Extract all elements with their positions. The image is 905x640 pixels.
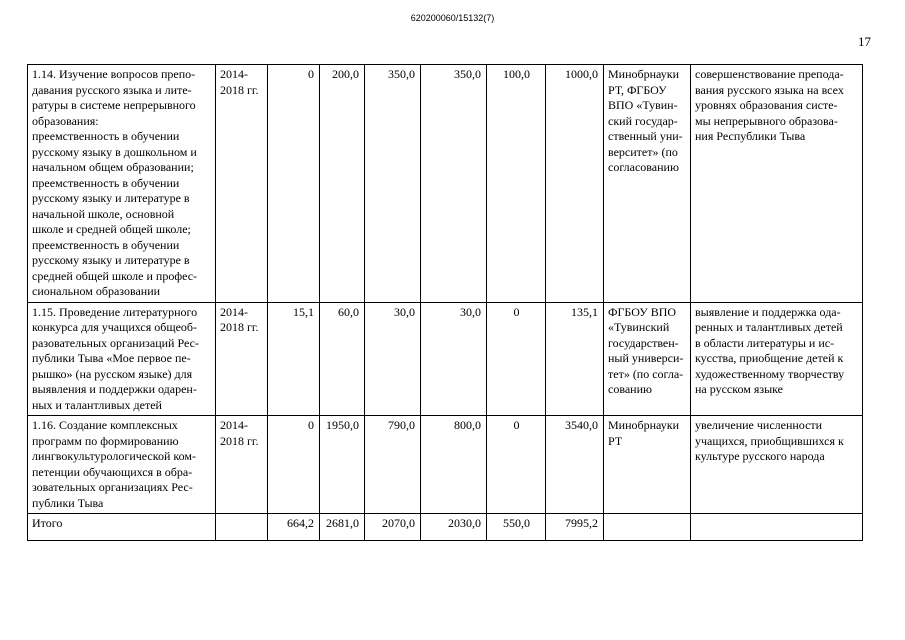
activity-name-cell-line: русскому языку в дошкольном и bbox=[32, 144, 197, 159]
funding-2017: 350,0 bbox=[421, 65, 487, 303]
funding-2018: 0 bbox=[487, 416, 546, 514]
activity-name-cell-line: разовательных организаций Рес- bbox=[32, 335, 199, 350]
activity-name-cell bbox=[28, 65, 216, 303]
years-cell bbox=[216, 302, 268, 416]
total-row bbox=[28, 514, 863, 541]
funding-2016: 790,0 bbox=[365, 416, 421, 514]
activity-name-cell-line: лингвокультурологической ком- bbox=[32, 449, 196, 463]
total-funding-2018: 550,0 bbox=[487, 514, 546, 541]
executor-cell-line: Минобрнауки bbox=[608, 418, 680, 432]
executor-cell-line: тет» (по согла- bbox=[608, 366, 684, 381]
executor-cell-line: ВПО «Тувин- bbox=[608, 98, 678, 112]
years-cell-line: 2018 гг. bbox=[220, 433, 259, 448]
funding-2016: 350,0 bbox=[365, 65, 421, 303]
activity-name-cell-line: публики Тыва bbox=[32, 495, 104, 510]
executor-cell-line: верситет» (по bbox=[608, 144, 678, 159]
empty-cell bbox=[216, 514, 268, 541]
years-cell-line: 2018 гг. bbox=[220, 82, 259, 97]
result-cell-line: уровнях образования систе- bbox=[695, 98, 838, 112]
activity-name-cell-line: русскому языку и литературе в bbox=[32, 253, 190, 267]
activity-name-cell bbox=[28, 416, 216, 514]
total-funding-2016: 2070,0 bbox=[365, 514, 421, 541]
result-cell-line: совершенствование препода- bbox=[695, 67, 844, 81]
empty-cell bbox=[604, 514, 691, 541]
executor-cell-line: «Тувинский bbox=[608, 320, 670, 334]
funding-2014: 0 bbox=[268, 65, 320, 303]
activity-name-cell-line: начальной школе, основной bbox=[32, 206, 175, 221]
document-id: 620200060/15132(7) bbox=[410, 13, 495, 23]
result-cell-line: учащихся, приобщившихся к bbox=[695, 433, 844, 448]
funding-2016: 30,0 bbox=[365, 302, 421, 416]
activity-name-cell-line: преемственность в обучении bbox=[32, 237, 180, 252]
activity-name-cell-line: школе и средней общей школе; bbox=[32, 222, 191, 236]
funding-total: 3540,0 bbox=[546, 416, 604, 514]
executor-cell-line: согласованию bbox=[608, 160, 679, 174]
funding-2015: 60,0 bbox=[320, 302, 365, 416]
total-funding-2015: 2681,0 bbox=[320, 514, 365, 541]
empty-cell bbox=[691, 514, 863, 541]
executor-cell-line: Минобрнауки bbox=[608, 67, 680, 81]
activity-name-cell-line: рышко» (на русском языке) для bbox=[32, 366, 193, 381]
years-cell-line: 2018 гг. bbox=[220, 320, 259, 334]
funding-2014: 15,1 bbox=[268, 302, 320, 416]
activity-name-cell-line: преемственность в обучении bbox=[32, 129, 180, 143]
funding-2017: 800,0 bbox=[421, 416, 487, 514]
funding-2014: 0 bbox=[268, 416, 320, 514]
result-cell bbox=[691, 302, 863, 416]
program-table bbox=[27, 64, 863, 541]
activity-name-cell-line: программ по формированию bbox=[32, 433, 179, 448]
executor-cell-line: сованию bbox=[608, 382, 652, 396]
funding-2018: 100,0 bbox=[487, 65, 546, 303]
result-cell-line: в области литературы и ис- bbox=[695, 335, 835, 350]
activity-name-cell bbox=[28, 302, 216, 416]
funding-total: 1000,0 bbox=[546, 65, 604, 303]
total-funding-total: 7995,2 bbox=[546, 514, 604, 541]
table-body bbox=[28, 65, 863, 541]
executor-cell-line: государствен- bbox=[608, 335, 679, 350]
executor-cell-line: ФГБОУ ВПО bbox=[608, 304, 677, 319]
result-cell-line: мы непрерывного образова- bbox=[695, 113, 838, 128]
result-cell-line: культуре русского народа bbox=[695, 449, 825, 463]
years-cell-line: 2014- bbox=[220, 418, 248, 432]
result-cell-line: кусства, приобщение детей к bbox=[695, 351, 844, 365]
page-number: 17 bbox=[858, 34, 871, 49]
activity-name-cell-line: 1.14. Изучение вопросов препо- bbox=[32, 67, 196, 81]
funding-2017: 30,0 bbox=[421, 302, 487, 416]
activity-name-cell-line: конкурса для учащихся общеоб- bbox=[32, 320, 198, 334]
years-cell bbox=[216, 65, 268, 303]
total-label: Итого bbox=[28, 514, 216, 541]
executor-cell-line: РТ bbox=[608, 433, 623, 448]
executor-cell bbox=[604, 302, 691, 416]
activity-name-cell-line: образования: bbox=[32, 113, 99, 128]
executor-cell-line: ский государ- bbox=[608, 113, 678, 128]
activity-name-cell-line: сиональном образовании bbox=[32, 284, 161, 298]
result-cell-line: ренных и талантливых детей bbox=[695, 320, 843, 334]
activity-name-cell-line: ратуры в системе непрерывного bbox=[32, 98, 196, 112]
result-cell-line: художественному творчеству bbox=[695, 366, 845, 381]
years-cell bbox=[216, 416, 268, 514]
activity-name-cell-line: русскому языку и литературе в bbox=[32, 191, 190, 205]
result-cell-line: на русском языке bbox=[695, 382, 784, 396]
activity-name-cell-line: давания русского языка и лите- bbox=[32, 82, 192, 97]
years-cell-line: 2014- bbox=[220, 67, 248, 81]
funding-2018: 0 bbox=[487, 302, 546, 416]
funding-2015: 1950,0 bbox=[320, 416, 365, 514]
total-funding-2014: 664,2 bbox=[268, 514, 320, 541]
table-row bbox=[28, 65, 863, 303]
table-row bbox=[28, 302, 863, 416]
result-cell bbox=[691, 416, 863, 514]
executor-cell bbox=[604, 416, 691, 514]
activity-name-cell-line: зовательных организациях Рес- bbox=[32, 480, 193, 494]
result-cell bbox=[691, 65, 863, 303]
result-cell-line: увеличение численности bbox=[695, 418, 823, 432]
activity-name-cell-line: начальном общем образовании; bbox=[32, 160, 194, 174]
activity-name-cell-line: петенции обучающихся в обра- bbox=[32, 464, 193, 479]
activity-name-cell-line: 1.16. Создание комплексных bbox=[32, 418, 178, 432]
activity-name-cell-line: ных и талантливых детей bbox=[32, 397, 162, 412]
activity-name-cell-line: публики Тыва «Мое первое пе- bbox=[32, 351, 191, 365]
result-cell-line: выявление и поддержка ода- bbox=[695, 304, 841, 319]
executor-cell-line: ный универси- bbox=[608, 351, 684, 365]
executor-cell bbox=[604, 65, 691, 303]
total-funding-2017: 2030,0 bbox=[421, 514, 487, 541]
funding-2015: 200,0 bbox=[320, 65, 365, 303]
result-cell-line: вания русского языка на всех bbox=[695, 82, 844, 97]
activity-name-cell-line: выявления и поддержки одарен- bbox=[32, 382, 197, 396]
result-cell-line: ния Республики Тыва bbox=[695, 129, 806, 143]
years-cell-line: 2014- bbox=[220, 304, 248, 319]
activity-name-cell-line: 1.15. Проведение литературного bbox=[32, 304, 198, 319]
executor-cell-line: ственный уни- bbox=[608, 129, 683, 143]
table-row bbox=[28, 416, 863, 514]
executor-cell-line: РТ, ФГБОУ bbox=[608, 82, 667, 97]
activity-name-cell-line: средней общей школе и профес- bbox=[32, 268, 198, 283]
funding-total: 135,1 bbox=[546, 302, 604, 416]
activity-name-cell-line: преемственность в обучении bbox=[32, 175, 180, 190]
